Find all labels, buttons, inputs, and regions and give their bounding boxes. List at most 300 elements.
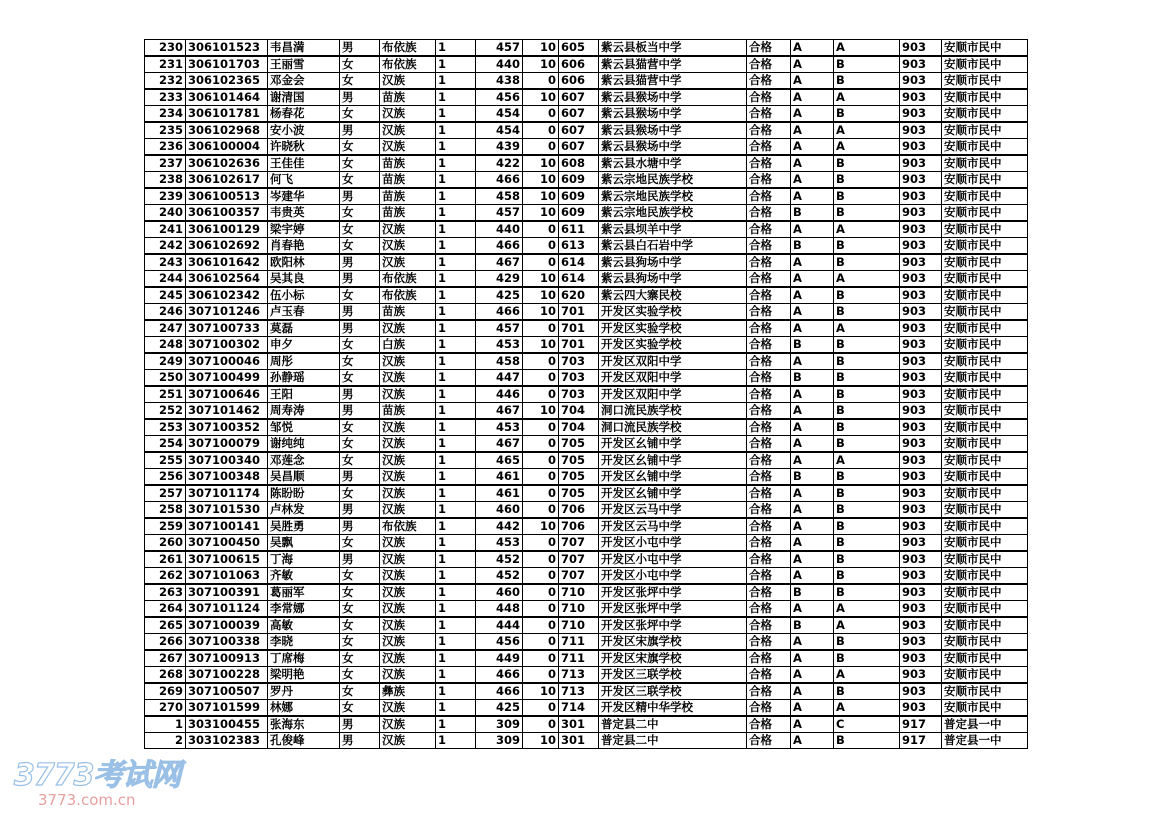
cell-exam-id: 307100499 bbox=[186, 370, 268, 387]
cell-grade-1: A bbox=[791, 733, 834, 749]
cell-school: 紫云宗地民族学校 bbox=[599, 188, 747, 205]
cell-bonus: 10 bbox=[523, 271, 559, 288]
cell-name: 丁席梅 bbox=[268, 650, 340, 667]
cell-type: 1 bbox=[436, 667, 476, 684]
cell-grade-1: A bbox=[791, 700, 834, 717]
cell-grade-2: B bbox=[834, 287, 900, 304]
cell-name: 岑建华 bbox=[268, 188, 340, 205]
cell-school-code: 703 bbox=[559, 386, 599, 403]
cell-school-code: 614 bbox=[559, 271, 599, 288]
cell-type: 1 bbox=[436, 502, 476, 519]
cell-target-school: 安顺市民中 bbox=[942, 139, 1028, 156]
cell-gender: 女 bbox=[340, 337, 380, 354]
cell-gender: 女 bbox=[340, 535, 380, 552]
cell-target-school: 安顺市民中 bbox=[942, 518, 1028, 535]
cell-school-code: 703 bbox=[559, 370, 599, 387]
cell-exam-id: 306101703 bbox=[186, 56, 268, 73]
cell-exam-id: 303102383 bbox=[186, 733, 268, 749]
cell-target-school: 安顺市民中 bbox=[942, 73, 1028, 90]
cell-ethnicity: 苗族 bbox=[380, 403, 436, 420]
cell-bonus: 0 bbox=[523, 73, 559, 90]
cell-target-code: 917 bbox=[900, 733, 942, 749]
cell-score: 456 bbox=[476, 634, 523, 651]
cell-type: 1 bbox=[436, 139, 476, 156]
cell-target-code: 903 bbox=[900, 700, 942, 717]
cell-school: 开发区三联学校 bbox=[599, 683, 747, 700]
table-row bbox=[145, 320, 1028, 337]
cell-grade-2: A bbox=[834, 700, 900, 717]
cell-type: 1 bbox=[436, 56, 476, 73]
cell-type: 1 bbox=[436, 518, 476, 535]
cell-seq: 257 bbox=[145, 485, 186, 502]
cell-type: 1 bbox=[436, 469, 476, 486]
cell-ethnicity: 汉族 bbox=[380, 700, 436, 717]
cell-seq: 2 bbox=[145, 733, 186, 749]
cell-grade-2: B bbox=[834, 584, 900, 601]
cell-exam-id: 307100338 bbox=[186, 634, 268, 651]
cell-school: 紫云县猫营中学 bbox=[599, 56, 747, 73]
cell-result: 合格 bbox=[747, 254, 791, 271]
cell-target-school: 安顺市民中 bbox=[942, 683, 1028, 700]
cell-name: 林娜 bbox=[268, 700, 340, 717]
cell-result: 合格 bbox=[747, 155, 791, 172]
cell-grade-2: B bbox=[834, 568, 900, 585]
cell-exam-id: 307100733 bbox=[186, 320, 268, 337]
cell-bonus: 0 bbox=[523, 419, 559, 436]
cell-grade-2: B bbox=[834, 304, 900, 321]
table-row bbox=[145, 700, 1028, 717]
cell-school: 开发区精中华学校 bbox=[599, 700, 747, 717]
cell-name: 申夕 bbox=[268, 337, 340, 354]
cell-score: 446 bbox=[476, 386, 523, 403]
cell-grade-2: A bbox=[834, 139, 900, 156]
cell-ethnicity: 布依族 bbox=[380, 287, 436, 304]
cell-grade-1: A bbox=[791, 73, 834, 90]
cell-score: 458 bbox=[476, 188, 523, 205]
cell-grade-2: A bbox=[834, 271, 900, 288]
table-row bbox=[145, 122, 1028, 139]
cell-grade-1: A bbox=[791, 353, 834, 370]
cell-gender: 男 bbox=[340, 40, 380, 57]
cell-school: 紫云县猴场中学 bbox=[599, 106, 747, 123]
cell-bonus: 0 bbox=[523, 551, 559, 568]
cell-target-code: 903 bbox=[900, 155, 942, 172]
cell-school-code: 607 bbox=[559, 89, 599, 106]
cell-score: 439 bbox=[476, 139, 523, 156]
cell-school: 开发区幺铺中学 bbox=[599, 469, 747, 486]
cell-school: 开发区实验学校 bbox=[599, 320, 747, 337]
cell-score: 461 bbox=[476, 485, 523, 502]
cell-name: 邹悦 bbox=[268, 419, 340, 436]
cell-grade-1: A bbox=[791, 122, 834, 139]
cell-bonus: 0 bbox=[523, 535, 559, 552]
cell-ethnicity: 苗族 bbox=[380, 205, 436, 222]
cell-seq: 240 bbox=[145, 205, 186, 222]
cell-name: 杨春花 bbox=[268, 106, 340, 123]
cell-exam-id: 307100615 bbox=[186, 551, 268, 568]
cell-name: 韦贵英 bbox=[268, 205, 340, 222]
cell-school: 紫云县猴场中学 bbox=[599, 139, 747, 156]
cell-ethnicity: 汉族 bbox=[380, 452, 436, 469]
cell-gender: 女 bbox=[340, 139, 380, 156]
cell-name: 吴胜勇 bbox=[268, 518, 340, 535]
cell-school: 普定县二中 bbox=[599, 733, 747, 749]
cell-gender: 男 bbox=[340, 551, 380, 568]
cell-ethnicity: 彝族 bbox=[380, 683, 436, 700]
cell-gender: 女 bbox=[340, 56, 380, 73]
table-row bbox=[145, 551, 1028, 568]
cell-target-school: 普定县一中 bbox=[942, 733, 1028, 749]
table-row bbox=[145, 535, 1028, 552]
cell-target-school: 安顺市民中 bbox=[942, 188, 1028, 205]
cell-school: 开发区幺铺中学 bbox=[599, 452, 747, 469]
cell-target-code: 903 bbox=[900, 56, 942, 73]
cell-target-code: 903 bbox=[900, 436, 942, 453]
cell-school-code: 606 bbox=[559, 56, 599, 73]
cell-seq: 250 bbox=[145, 370, 186, 387]
cell-school-code: 706 bbox=[559, 502, 599, 519]
cell-type: 1 bbox=[436, 370, 476, 387]
cell-score: 449 bbox=[476, 650, 523, 667]
cell-exam-id: 306102564 bbox=[186, 271, 268, 288]
cell-school-code: 301 bbox=[559, 716, 599, 733]
cell-score: 309 bbox=[476, 716, 523, 733]
cell-target-code: 903 bbox=[900, 139, 942, 156]
cell-school: 开发区双阳中学 bbox=[599, 386, 747, 403]
cell-target-school: 安顺市民中 bbox=[942, 617, 1028, 634]
cell-grade-2: B bbox=[834, 155, 900, 172]
cell-target-code: 903 bbox=[900, 551, 942, 568]
cell-ethnicity: 汉族 bbox=[380, 436, 436, 453]
cell-result: 合格 bbox=[747, 386, 791, 403]
cell-name: 谢清国 bbox=[268, 89, 340, 106]
cell-exam-id: 307101174 bbox=[186, 485, 268, 502]
cell-target-code: 903 bbox=[900, 122, 942, 139]
cell-gender: 女 bbox=[340, 370, 380, 387]
cell-target-school: 普定县一中 bbox=[942, 716, 1028, 733]
cell-seq: 244 bbox=[145, 271, 186, 288]
cell-school: 开发区幺铺中学 bbox=[599, 485, 747, 502]
cell-seq: 270 bbox=[145, 700, 186, 717]
cell-school: 开发区张坪中学 bbox=[599, 617, 747, 634]
cell-school-code: 609 bbox=[559, 188, 599, 205]
cell-target-code: 917 bbox=[900, 716, 942, 733]
cell-seq: 265 bbox=[145, 617, 186, 634]
cell-seq: 253 bbox=[145, 419, 186, 436]
cell-name: 陈盼盼 bbox=[268, 485, 340, 502]
cell-ethnicity: 汉族 bbox=[380, 106, 436, 123]
cell-ethnicity: 汉族 bbox=[380, 221, 436, 238]
cell-grade-2: B bbox=[834, 56, 900, 73]
cell-bonus: 10 bbox=[523, 304, 559, 321]
cell-grade-1: A bbox=[791, 601, 834, 618]
table-row bbox=[145, 716, 1028, 733]
table-row bbox=[145, 601, 1028, 618]
cell-name: 齐敏 bbox=[268, 568, 340, 585]
cell-school-code: 706 bbox=[559, 518, 599, 535]
table-row bbox=[145, 271, 1028, 288]
cell-gender: 女 bbox=[340, 634, 380, 651]
cell-exam-id: 307100348 bbox=[186, 469, 268, 486]
cell-ethnicity: 汉族 bbox=[380, 601, 436, 618]
cell-grade-1: A bbox=[791, 106, 834, 123]
cell-school: 洞口流民族学校 bbox=[599, 419, 747, 436]
cell-ethnicity: 布依族 bbox=[380, 271, 436, 288]
cell-grade-1: A bbox=[791, 89, 834, 106]
cell-score: 452 bbox=[476, 551, 523, 568]
table-row bbox=[145, 403, 1028, 420]
cell-grade-2: B bbox=[834, 436, 900, 453]
cell-school-code: 705 bbox=[559, 436, 599, 453]
cell-gender: 男 bbox=[340, 716, 380, 733]
cell-exam-id: 307100046 bbox=[186, 353, 268, 370]
cell-grade-1: B bbox=[791, 238, 834, 255]
cell-seq: 258 bbox=[145, 502, 186, 519]
cell-school-code: 711 bbox=[559, 650, 599, 667]
cell-name: 安小波 bbox=[268, 122, 340, 139]
cell-grade-2: B bbox=[834, 469, 900, 486]
cell-exam-id: 307100141 bbox=[186, 518, 268, 535]
cell-ethnicity: 布依族 bbox=[380, 40, 436, 57]
cell-ethnicity: 汉族 bbox=[380, 634, 436, 651]
cell-gender: 男 bbox=[340, 386, 380, 403]
cell-grade-2: B bbox=[834, 403, 900, 420]
cell-type: 1 bbox=[436, 337, 476, 354]
table-row bbox=[145, 419, 1028, 436]
cell-school: 紫云县板当中学 bbox=[599, 40, 747, 57]
cell-bonus: 0 bbox=[523, 634, 559, 651]
admission-table bbox=[144, 39, 1028, 749]
table-row bbox=[145, 617, 1028, 634]
cell-result: 合格 bbox=[747, 469, 791, 486]
cell-result: 合格 bbox=[747, 502, 791, 519]
cell-ethnicity: 汉族 bbox=[380, 535, 436, 552]
cell-grade-1: A bbox=[791, 551, 834, 568]
cell-target-school: 安顺市民中 bbox=[942, 155, 1028, 172]
cell-grade-2: A bbox=[834, 221, 900, 238]
cell-gender: 女 bbox=[340, 601, 380, 618]
cell-school: 紫云宗地民族学校 bbox=[599, 172, 747, 189]
cell-score: 466 bbox=[476, 172, 523, 189]
cell-bonus: 0 bbox=[523, 650, 559, 667]
cell-grade-2: B bbox=[834, 683, 900, 700]
cell-school: 开发区实验学校 bbox=[599, 337, 747, 354]
cell-school-code: 605 bbox=[559, 40, 599, 57]
cell-bonus: 10 bbox=[523, 518, 559, 535]
cell-result: 合格 bbox=[747, 106, 791, 123]
cell-bonus: 0 bbox=[523, 254, 559, 271]
cell-name: 孔俊峰 bbox=[268, 733, 340, 749]
cell-school: 开发区小屯中学 bbox=[599, 568, 747, 585]
cell-seq: 232 bbox=[145, 73, 186, 90]
cell-exam-id: 306102342 bbox=[186, 287, 268, 304]
cell-school-code: 707 bbox=[559, 568, 599, 585]
cell-score: 440 bbox=[476, 56, 523, 73]
cell-exam-id: 307100507 bbox=[186, 683, 268, 700]
cell-target-code: 903 bbox=[900, 320, 942, 337]
table-row bbox=[145, 452, 1028, 469]
cell-exam-id: 306102968 bbox=[186, 122, 268, 139]
cell-grade-1: A bbox=[791, 452, 834, 469]
cell-school-code: 609 bbox=[559, 172, 599, 189]
table-row bbox=[145, 683, 1028, 700]
cell-result: 合格 bbox=[747, 584, 791, 601]
table-row bbox=[145, 238, 1028, 255]
cell-name: 伍小标 bbox=[268, 287, 340, 304]
cell-gender: 女 bbox=[340, 155, 380, 172]
cell-grade-1: A bbox=[791, 386, 834, 403]
cell-result: 合格 bbox=[747, 667, 791, 684]
cell-result: 合格 bbox=[747, 733, 791, 749]
cell-ethnicity: 汉族 bbox=[380, 485, 436, 502]
cell-name: 王佳佳 bbox=[268, 155, 340, 172]
cell-school-code: 711 bbox=[559, 634, 599, 651]
cell-result: 合格 bbox=[747, 304, 791, 321]
cell-ethnicity: 汉族 bbox=[380, 551, 436, 568]
cell-target-school: 安顺市民中 bbox=[942, 485, 1028, 502]
cell-score: 425 bbox=[476, 700, 523, 717]
cell-grade-2: A bbox=[834, 617, 900, 634]
table-row bbox=[145, 304, 1028, 321]
cell-seq: 264 bbox=[145, 601, 186, 618]
cell-school-code: 707 bbox=[559, 535, 599, 552]
cell-type: 1 bbox=[436, 535, 476, 552]
cell-type: 1 bbox=[436, 700, 476, 717]
cell-target-code: 903 bbox=[900, 601, 942, 618]
cell-school: 开发区宋旗学校 bbox=[599, 650, 747, 667]
cell-bonus: 0 bbox=[523, 716, 559, 733]
cell-score: 309 bbox=[476, 733, 523, 749]
cell-exam-id: 306100004 bbox=[186, 139, 268, 156]
cell-type: 1 bbox=[436, 601, 476, 618]
cell-target-code: 903 bbox=[900, 617, 942, 634]
cell-target-code: 903 bbox=[900, 221, 942, 238]
cell-name: 许晓秋 bbox=[268, 139, 340, 156]
table-body bbox=[145, 40, 1028, 749]
cell-grade-2: A bbox=[834, 122, 900, 139]
cell-school: 紫云县狗场中学 bbox=[599, 271, 747, 288]
cell-score: 461 bbox=[476, 469, 523, 486]
table-row bbox=[145, 353, 1028, 370]
cell-ethnicity: 汉族 bbox=[380, 353, 436, 370]
table-row bbox=[145, 287, 1028, 304]
cell-target-code: 903 bbox=[900, 584, 942, 601]
cell-grade-1: A bbox=[791, 155, 834, 172]
cell-bonus: 0 bbox=[523, 436, 559, 453]
cell-ethnicity: 汉族 bbox=[380, 419, 436, 436]
cell-target-school: 安顺市民中 bbox=[942, 634, 1028, 651]
cell-target-school: 安顺市民中 bbox=[942, 221, 1028, 238]
cell-ethnicity: 汉族 bbox=[380, 568, 436, 585]
table-row bbox=[145, 56, 1028, 73]
cell-exam-id: 307100391 bbox=[186, 584, 268, 601]
watermark-logo: 3773考试网 bbox=[14, 758, 181, 793]
cell-grade-1: A bbox=[791, 403, 834, 420]
cell-exam-id: 307100646 bbox=[186, 386, 268, 403]
cell-seq: 230 bbox=[145, 40, 186, 57]
cell-gender: 男 bbox=[340, 89, 380, 106]
cell-school-code: 607 bbox=[559, 139, 599, 156]
cell-exam-id: 306101523 bbox=[186, 40, 268, 57]
cell-score: 467 bbox=[476, 403, 523, 420]
cell-result: 合格 bbox=[747, 221, 791, 238]
cell-school: 紫云县猫营中学 bbox=[599, 73, 747, 90]
cell-gender: 女 bbox=[340, 650, 380, 667]
cell-grade-1: A bbox=[791, 667, 834, 684]
cell-target-code: 903 bbox=[900, 353, 942, 370]
cell-score: 452 bbox=[476, 568, 523, 585]
cell-grade-2: B bbox=[834, 172, 900, 189]
cell-grade-2: B bbox=[834, 502, 900, 519]
cell-bonus: 0 bbox=[523, 221, 559, 238]
cell-school-code: 704 bbox=[559, 403, 599, 420]
cell-score: 444 bbox=[476, 617, 523, 634]
cell-school: 紫云四大寨民校 bbox=[599, 287, 747, 304]
cell-seq: 233 bbox=[145, 89, 186, 106]
cell-grade-2: B bbox=[834, 73, 900, 90]
cell-grade-1: B bbox=[791, 584, 834, 601]
cell-bonus: 10 bbox=[523, 172, 559, 189]
cell-seq: 238 bbox=[145, 172, 186, 189]
cell-grade-2: A bbox=[834, 40, 900, 57]
cell-gender: 女 bbox=[340, 584, 380, 601]
cell-target-code: 903 bbox=[900, 386, 942, 403]
cell-result: 合格 bbox=[747, 551, 791, 568]
cell-type: 1 bbox=[436, 452, 476, 469]
cell-school: 紫云县水塘中学 bbox=[599, 155, 747, 172]
cell-bonus: 0 bbox=[523, 617, 559, 634]
cell-gender: 女 bbox=[340, 683, 380, 700]
cell-score: 466 bbox=[476, 304, 523, 321]
cell-result: 合格 bbox=[747, 650, 791, 667]
cell-grade-1: A bbox=[791, 287, 834, 304]
cell-target-code: 903 bbox=[900, 370, 942, 387]
cell-name: 李常娜 bbox=[268, 601, 340, 618]
cell-school-code: 703 bbox=[559, 353, 599, 370]
cell-grade-2: B bbox=[834, 337, 900, 354]
cell-grade-1: A bbox=[791, 172, 834, 189]
cell-name: 周彤 bbox=[268, 353, 340, 370]
cell-target-school: 安顺市民中 bbox=[942, 419, 1028, 436]
cell-grade-1: A bbox=[791, 320, 834, 337]
cell-gender: 女 bbox=[340, 700, 380, 717]
cell-gender: 男 bbox=[340, 403, 380, 420]
cell-ethnicity: 汉族 bbox=[380, 502, 436, 519]
cell-bonus: 10 bbox=[523, 403, 559, 420]
cell-seq: 269 bbox=[145, 683, 186, 700]
cell-school-code: 710 bbox=[559, 601, 599, 618]
cell-ethnicity: 汉族 bbox=[380, 386, 436, 403]
cell-bonus: 0 bbox=[523, 106, 559, 123]
cell-grade-2: B bbox=[834, 535, 900, 552]
table-row bbox=[145, 205, 1028, 222]
cell-type: 1 bbox=[436, 617, 476, 634]
cell-gender: 女 bbox=[340, 353, 380, 370]
cell-target-code: 903 bbox=[900, 106, 942, 123]
cell-target-code: 903 bbox=[900, 304, 942, 321]
cell-target-school: 安顺市民中 bbox=[942, 650, 1028, 667]
cell-school-code: 614 bbox=[559, 254, 599, 271]
table-row bbox=[145, 568, 1028, 585]
cell-exam-id: 306102636 bbox=[186, 155, 268, 172]
cell-gender: 男 bbox=[340, 254, 380, 271]
cell-gender: 女 bbox=[340, 238, 380, 255]
cell-name: 韦昌満 bbox=[268, 40, 340, 57]
cell-target-code: 903 bbox=[900, 238, 942, 255]
cell-school-code: 705 bbox=[559, 452, 599, 469]
cell-target-school: 安顺市民中 bbox=[942, 386, 1028, 403]
cell-target-school: 安顺市民中 bbox=[942, 370, 1028, 387]
